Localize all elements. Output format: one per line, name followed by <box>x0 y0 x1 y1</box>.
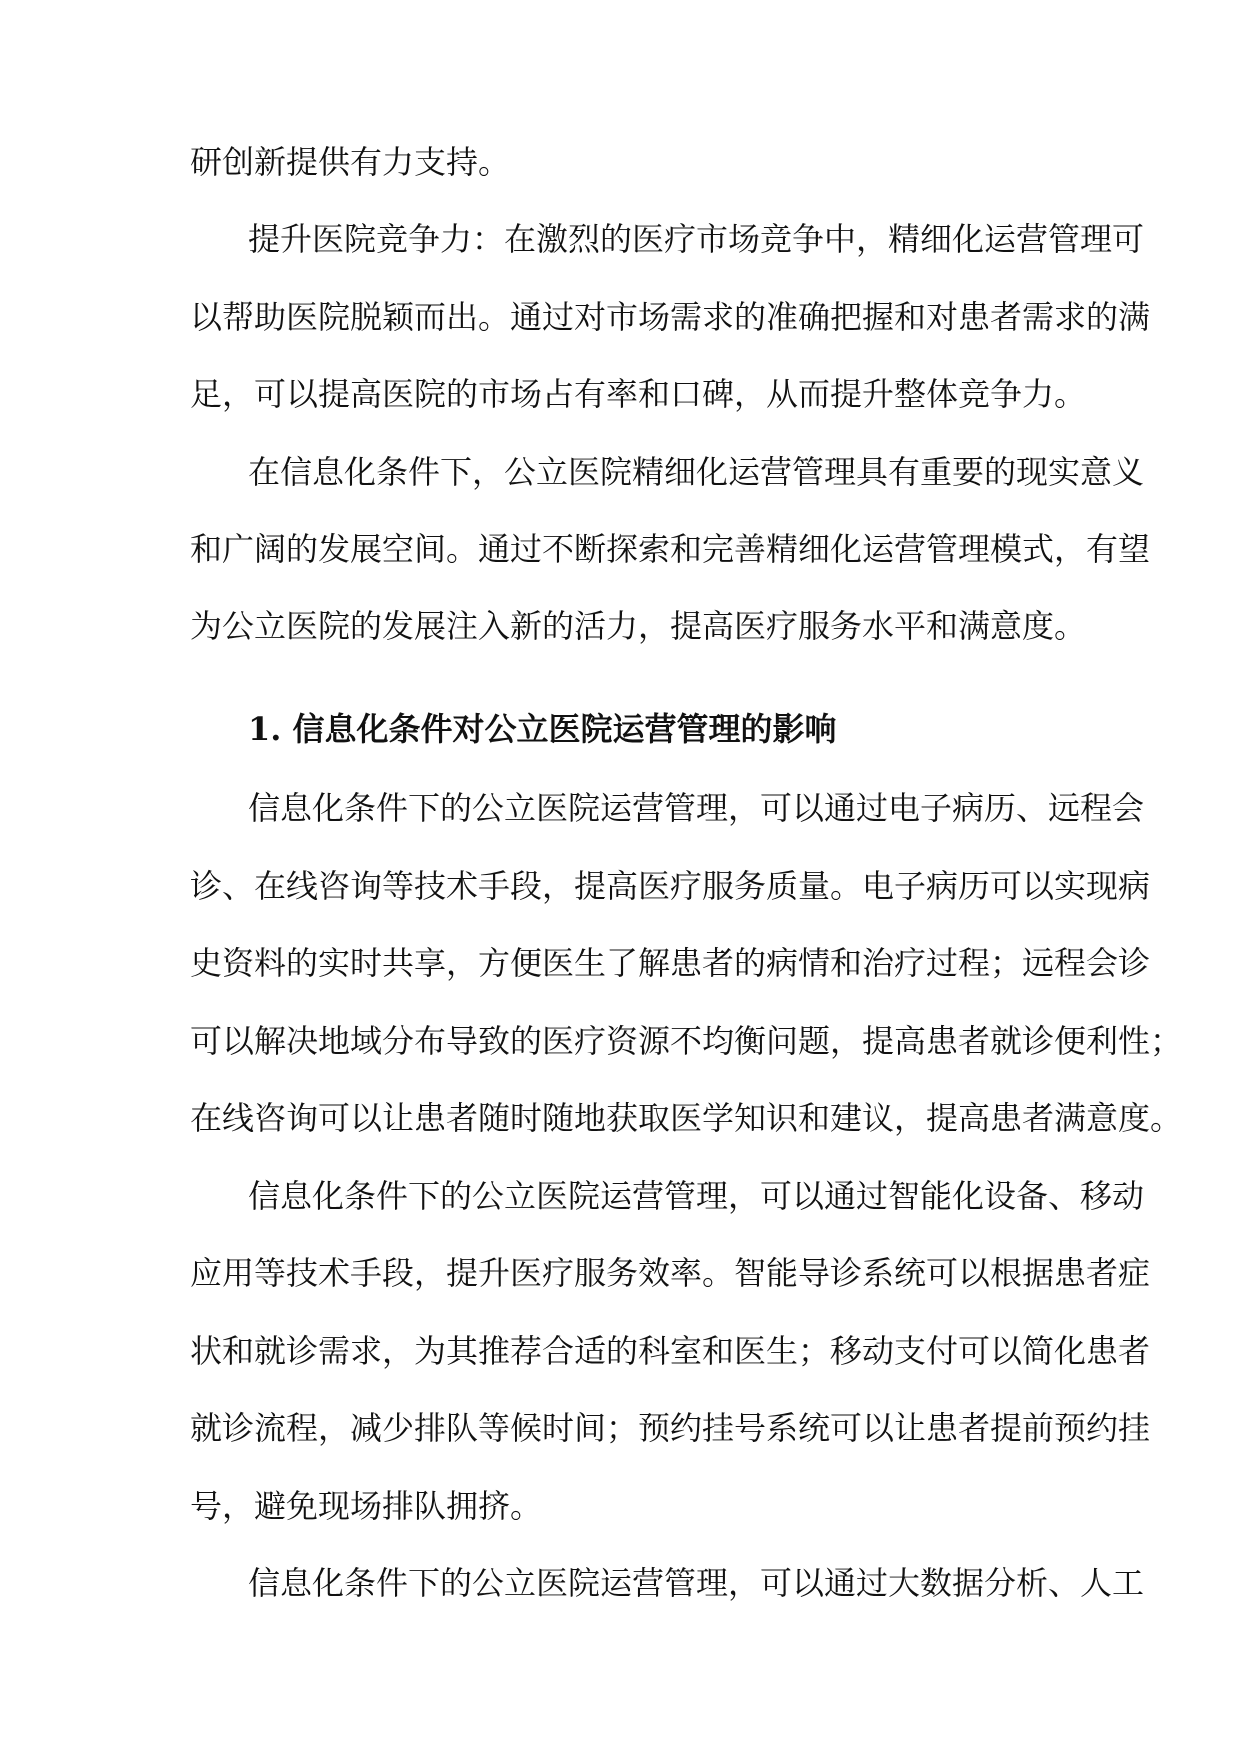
paragraph-line: 提升医院竞争力：在激烈的医疗市场竞争中，精细化运营管理可 <box>248 220 1145 258</box>
paragraph-line: 史资料的实时共享，方便医生了解患者的病情和治疗过程；远程会诊 <box>190 944 1151 982</box>
paragraph-line: 就诊流程，减少排队等候时间；预约挂号系统可以让患者提前预约挂 <box>190 1409 1151 1447</box>
paragraph-line: 为公立医院的发展注入新的活力，提高医疗服务水平和满意度。 <box>190 607 1087 645</box>
paragraph-line: 状和就诊需求，为其推荐合适的科室和医生；移动支付可以简化患者 <box>190 1332 1151 1370</box>
paragraph-line: 号，避免现场排队拥挤。 <box>190 1487 543 1525</box>
paragraph-line: 应用等技术手段，提升医疗服务效率。智能导诊系统可以根据患者症 <box>190 1254 1151 1292</box>
paragraph-line: 和广阔的发展空间。通过不断探索和完善精细化运营管理模式，有望 <box>190 530 1151 568</box>
paragraph-line: 信息化条件下的公立医院运营管理，可以通过电子病历、远程会 <box>248 789 1145 827</box>
paragraph-line: 在信息化条件下，公立医院精细化运营管理具有重要的现实意义 <box>248 453 1145 491</box>
paragraph-line: 在线咨询可以让患者随时随地获取医学知识和建议，提高患者满意度。 <box>190 1099 1183 1137</box>
paragraph-line: 以帮助医院脱颖而出。通过对市场需求的准确把握和对患者需求的满 <box>190 298 1151 336</box>
paragraph-line: 信息化条件下的公立医院运营管理，可以通过大数据分析、人工 <box>248 1564 1145 1602</box>
section-heading: 1. 信息化条件对公立医院运营管理的影响 <box>248 710 837 748</box>
paragraph-line: 研创新提供有力支持。 <box>190 143 511 181</box>
paragraph-line: 信息化条件下的公立医院运营管理，可以通过智能化设备、移动 <box>248 1177 1145 1215</box>
paragraph-line: 诊、在线咨询等技术手段，提高医疗服务质量。电子病历可以实现病 <box>190 867 1151 905</box>
paragraph-line: 可以解决地域分布导致的医疗资源不均衡问题，提高患者就诊便利性； <box>190 1022 1183 1060</box>
paragraph-line: 足，可以提高医院的市场占有率和口碑，从而提升整体竞争力。 <box>190 375 1087 413</box>
